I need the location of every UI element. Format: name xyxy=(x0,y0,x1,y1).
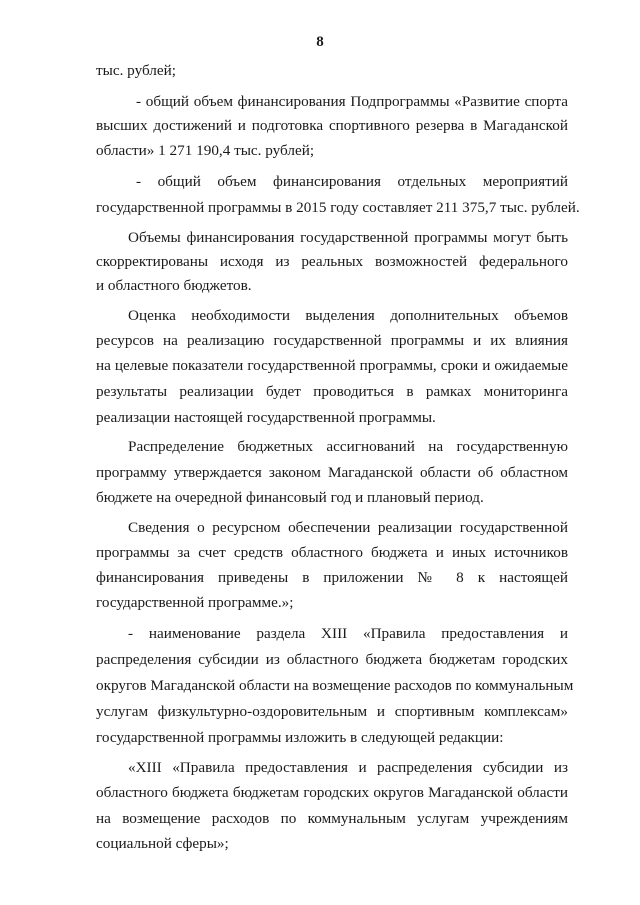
text-line: государственной программе.»; xyxy=(96,594,294,611)
text-line: областного бюджета бюджетам городских округов Магаданской области xyxy=(96,784,568,801)
text-line: услугам физкультурно-оздоровительным и спортивным комплексам» xyxy=(96,703,568,720)
text-line: реализации настоящей государственной программы. xyxy=(96,409,436,426)
text-line: - общий объем финансирования Подпрограммы «Развитие спорта xyxy=(136,93,568,110)
text-line: Оценка необходимости выделения дополнительных объемов xyxy=(128,307,568,324)
text-line: государственной программы в 2015 году составляет 211 375,7 тыс. рублей. xyxy=(96,199,580,216)
text-line: бюджете на очередной финансовый год и плановый период. xyxy=(96,489,484,506)
text-line: округов Магаданской области на возмещение расходов по коммунальным xyxy=(96,677,574,694)
text-line: Сведения о ресурсном обеспечении реализации государственной xyxy=(128,519,568,536)
text-line: социальной сферы»; xyxy=(96,835,229,852)
text-line: высших достижений и подготовка спортивного резерва в Магаданской xyxy=(96,117,568,134)
text-line: Объемы финансирования государственной программы могут быть xyxy=(128,229,568,246)
text-line: государственной программы изложить в следующей редакции: xyxy=(96,729,504,746)
text-line: - общий объем финансирования отдельных мероприятий xyxy=(136,173,568,190)
text-line: тыс. рублей; xyxy=(96,62,176,79)
text-line: финансирования приведены в приложении № 8 к настоящей xyxy=(96,569,568,586)
text-line: программу утверждается законом Магаданской области об областном xyxy=(96,464,568,481)
text-line: скорректированы исходя из реальных возможностей федерального xyxy=(96,253,568,270)
text-line: на целевые показатели государственной программы, сроки и ожидаемые xyxy=(96,357,568,374)
text-line: Распределение бюджетных ассигнований на государственную xyxy=(128,438,568,455)
text-line: области» 1 271 190,4 тыс. рублей; xyxy=(96,142,315,159)
text-line: программы за счет средств областного бюджета и иных источников xyxy=(96,544,568,561)
text-line: «XIII «Правила предоставления и распределения субсидии из xyxy=(128,759,568,776)
text-line: ресурсов на реализацию государственной программы и их влияния xyxy=(96,332,568,349)
text-line: результаты реализации будет проводиться в рамках мониторинга xyxy=(96,383,568,400)
page-number: 8 xyxy=(316,34,324,50)
text-line: и областного бюджетов. xyxy=(96,277,252,294)
text-line: распределения субсидии из областного бюджета бюджетам городских xyxy=(96,651,568,668)
text-line: - наименование раздела XIII «Правила предоставления и xyxy=(128,625,568,642)
text-line: на возмещение расходов по коммунальным услугам учреждениям xyxy=(96,810,568,827)
